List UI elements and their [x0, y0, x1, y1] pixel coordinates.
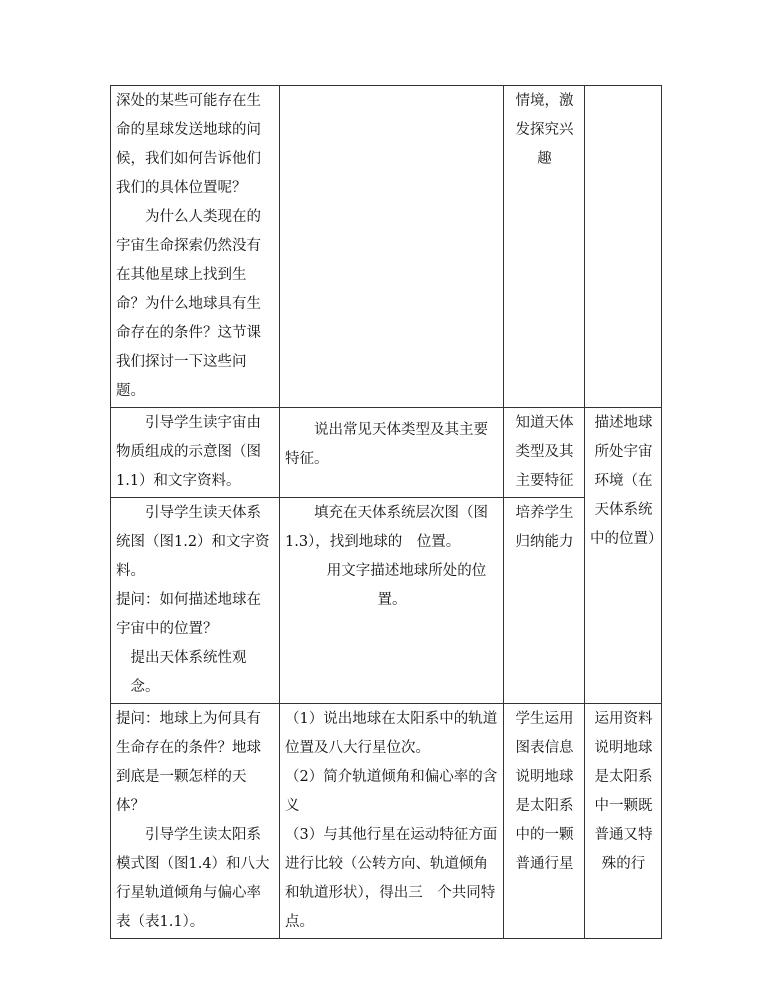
purpose-cell: [504, 408, 585, 498]
student-activity-cell: [280, 86, 504, 408]
paragraph: 培养学生归纳能力: [515, 505, 574, 550]
paragraph: 引导学生读宇宙由物质组成的示意图（图1.1）和文字资料。: [116, 415, 261, 489]
paragraph: 深处的某些可能存在生命的星球发送地球的问候，我们如何告诉他们我们的具体位置呢？: [116, 93, 261, 196]
paragraph: 提问：地球上为何具有生命存在的条件？地球到底是一颗怎样的天体？: [116, 711, 261, 814]
paragraph: （3）与其他行星在运动特征方面进行比较（公转方向、轨道倾角和轨道形状），得出三 个共同特点。: [285, 827, 498, 930]
purpose-cell: [504, 86, 585, 408]
objective-cell: [585, 86, 662, 408]
paragraph: 描述地球所处宇宙环境（在天体系统中的位置）: [590, 415, 663, 547]
purpose-cell: [504, 498, 585, 704]
paragraph: （2）简介轨道倾角和偏心率的含义: [285, 769, 498, 814]
activity-cell: [111, 408, 280, 498]
paragraph: 提出天体系统性观念。: [130, 650, 247, 695]
paragraph: 为什么人类现在的宇宙生命探索仍然没有在其他星球上找到生命？为什么地球具有生命存在的条件？这节课我们探讨一下这些问题。: [116, 209, 261, 399]
activity-cell: [111, 86, 280, 408]
paragraph: 学生运用图表信息说明地球是太阳系中的一颗普通行星: [515, 711, 574, 872]
student-activity-cell: [280, 498, 504, 704]
paragraph: 引导学生读太阳系模式图（图1.4）和八大行星轨道倾角与偏心率表（表1.1）。: [116, 827, 270, 930]
lesson-plan-table: [110, 85, 662, 939]
paragraph: 情境，激发探究兴趣: [515, 93, 574, 167]
paragraph: 引导学生读天体系统图（图1.2）和文字资料。: [116, 505, 270, 579]
activity-cell: [111, 498, 280, 704]
table-row: [111, 498, 662, 704]
student-activity-cell: [280, 408, 504, 498]
activity-cell: [111, 704, 280, 939]
objective-cell: [585, 704, 662, 939]
table-row: [111, 704, 662, 939]
table-row: [111, 408, 662, 498]
paragraph: （1）说出地球在太阳系中的轨道位置及八大行星位次。: [285, 711, 498, 756]
paragraph: 运用资料说明地球是太阳系中一颗既普通又特殊的行: [594, 711, 653, 872]
paragraph: 提问：如何描述地球在宇宙中的位置？: [116, 592, 261, 637]
paragraph: 说出常见天体类型及其主要特征。: [285, 422, 488, 467]
paragraph: 知道天体类型及其主要特征: [515, 415, 574, 489]
purpose-cell: [504, 704, 585, 939]
table-row: [111, 86, 662, 408]
paragraph: 填充在天体系统层次图（图1.3），找到地球的 位置。: [285, 505, 488, 550]
objective-cell: [585, 408, 662, 704]
paragraph: 用文字描述地球所处的位置。: [326, 563, 487, 608]
student-activity-cell: [280, 704, 504, 939]
